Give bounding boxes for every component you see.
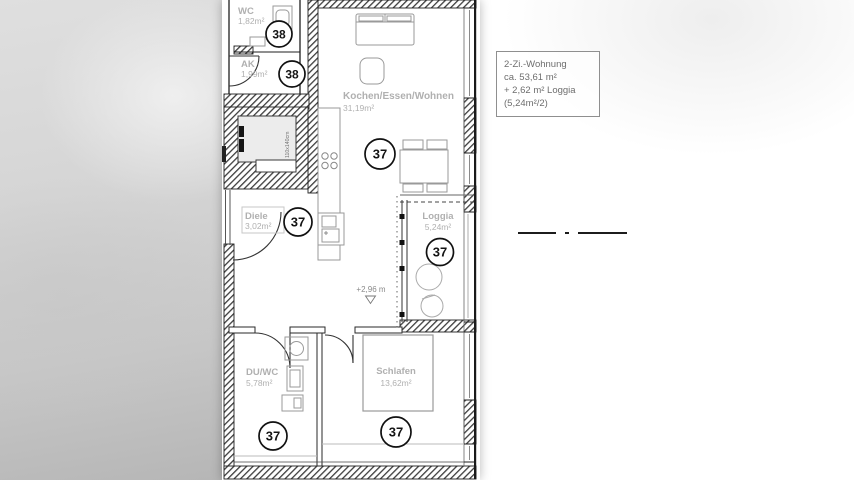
svg-text:38: 38: [285, 67, 299, 82]
room-area-schlafen: 13,62m²: [380, 378, 412, 388]
room-name-schlafen: Schlafen: [376, 366, 416, 377]
wall-left-lower: [224, 244, 234, 468]
room-area-diele: 3,02m²: [245, 221, 272, 231]
svg-text:37: 37: [388, 424, 404, 440]
room-area-ak: 1,99m²: [241, 69, 268, 79]
kitchen-counter: [318, 108, 344, 260]
wall-pier: [222, 146, 226, 162]
unit-badge-37-duwc: [259, 422, 287, 450]
elevator-rail-icon: [239, 126, 244, 137]
svg-text:37: 37: [265, 428, 281, 444]
room-name-ak: AK: [241, 59, 255, 70]
wall-core-vertical: [308, 0, 318, 193]
info-line-calc: (5,24m²/2): [504, 98, 548, 109]
room-area-wc: 1,82m²: [238, 16, 265, 26]
facade-outer-line: [474, 0, 476, 479]
elevator-dimensions-label: 110x140cm: [285, 131, 291, 158]
room-name-loggia: Loggia: [422, 211, 454, 222]
room-name-wc: WC: [238, 6, 254, 17]
room-name-duwc: DU/WC: [246, 367, 279, 378]
unit-badge-38-wc: [266, 21, 292, 47]
room-name-wohnen: Kochen/Essen/Wohnen: [343, 91, 454, 102]
unit-badge-37-diele: [284, 208, 312, 236]
blurred-backdrop-left: [0, 0, 222, 480]
section-line-dot: [565, 232, 569, 234]
elevator-rail-icon: [239, 139, 244, 152]
elevator-door: [256, 160, 296, 172]
unit-badge-37-loggia: [427, 239, 454, 266]
svg-text:38: 38: [272, 27, 286, 42]
unit-badge-37-schlafen: [381, 417, 411, 447]
room-name-diele: Diele: [245, 211, 268, 222]
floorplan-sheet: [222, 0, 480, 480]
wall-stub-wc: [234, 46, 253, 54]
section-line-dash: [578, 232, 627, 234]
apartment-info-box: [496, 51, 600, 117]
info-line-type: 2-Zi.-Wohnung: [504, 59, 567, 70]
room-area-loggia: 5,24m²: [424, 222, 452, 232]
elevation-label: +2,96 m: [356, 285, 386, 294]
unit-badge-37-wohnen: [365, 139, 395, 169]
section-line: [518, 232, 627, 234]
wall-top: [308, 0, 476, 8]
room-area-wohnen: 31,19m²: [343, 103, 375, 113]
svg-text:37: 37: [372, 146, 388, 162]
svg-text:37: 37: [432, 244, 448, 260]
info-line-loggia: + 2,62 m² Loggia: [504, 85, 576, 96]
unit-badge-38-ak: [279, 61, 305, 87]
wall-bottom: [224, 466, 476, 479]
svg-text:37: 37: [290, 214, 306, 230]
info-line-area: ca. 53,61 m²: [504, 72, 557, 83]
room-area-duwc: 5,78m²: [246, 378, 273, 388]
section-line-dash: [518, 232, 556, 234]
